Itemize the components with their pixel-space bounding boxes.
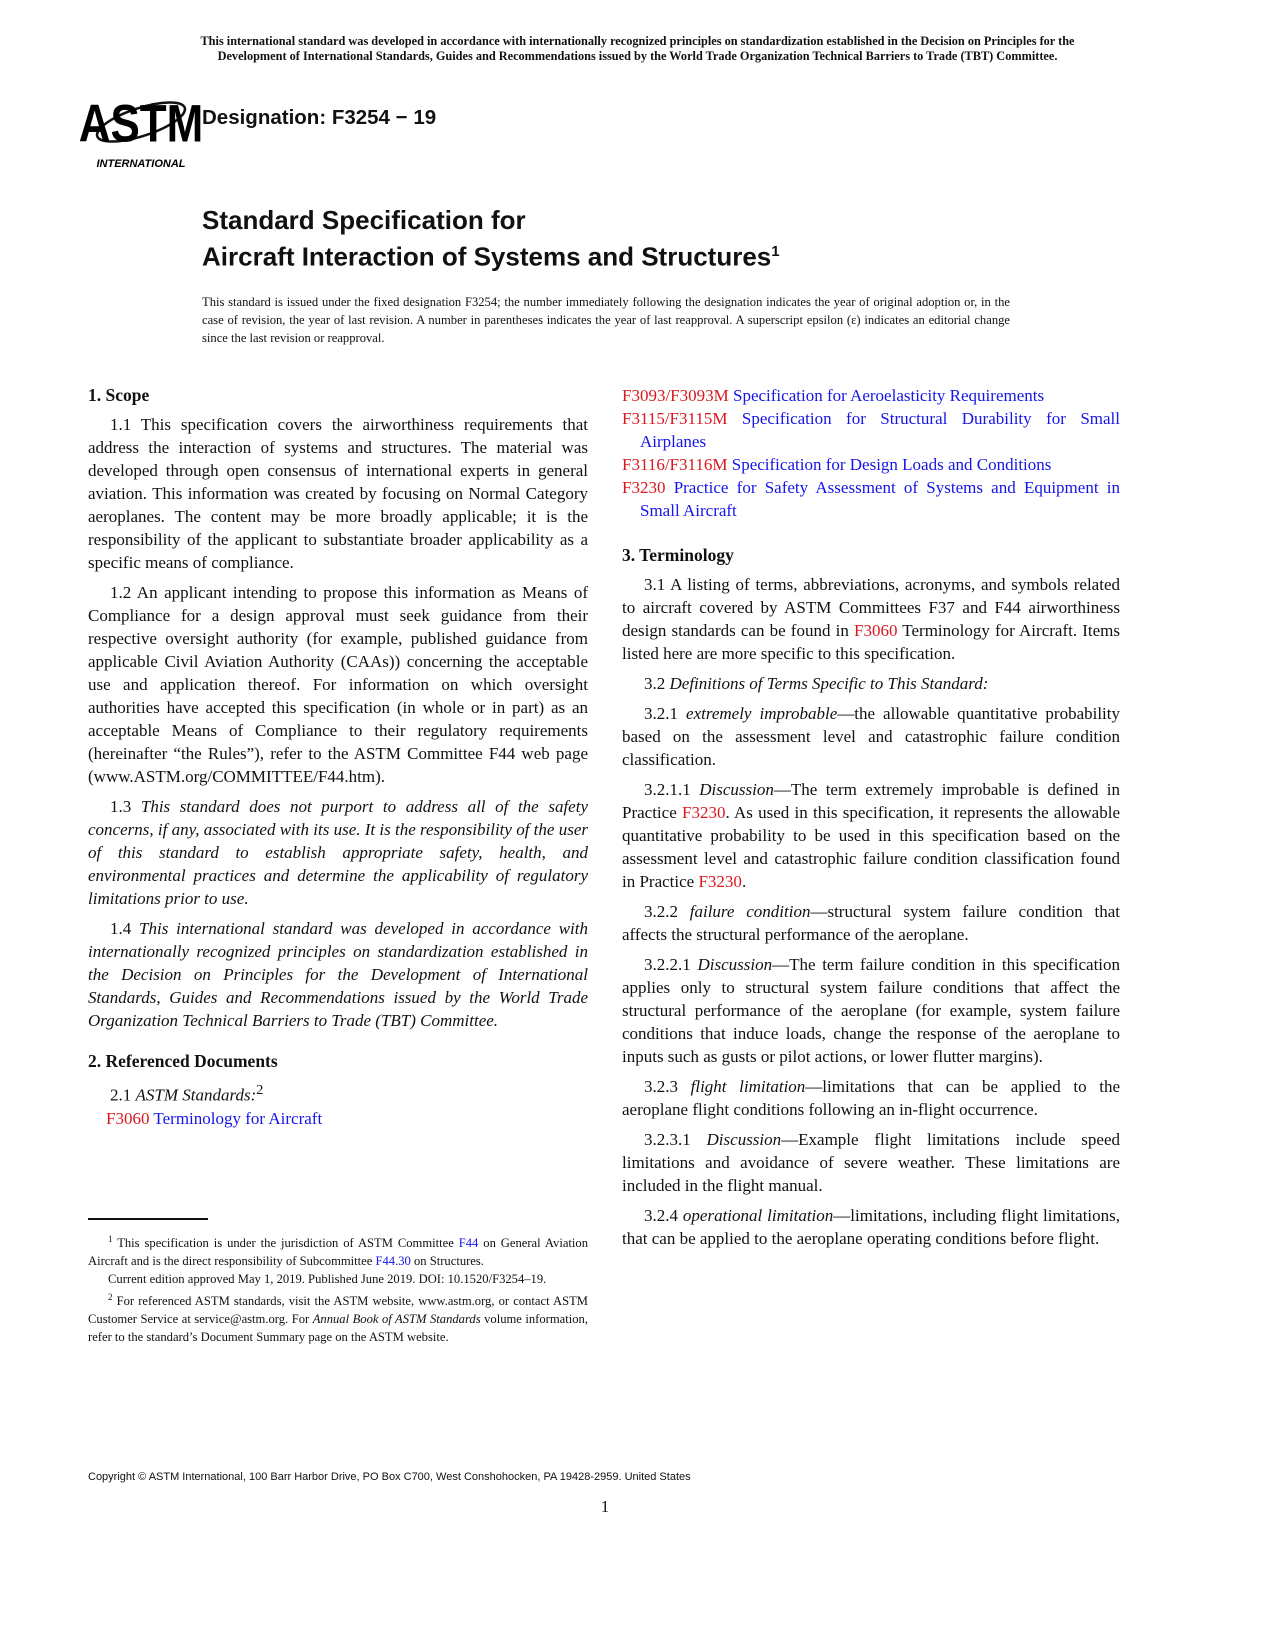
text-segment: Discussion (699, 780, 774, 799)
text-segment: For referenced ASTM standards, visit the ASTM website, www.astm.org, or contact ASTM Customer Service at service@astm.org. For (88, 1294, 588, 1327)
text-segment: 3.2.4 (644, 1206, 683, 1225)
text-segment: 3.2.1 (644, 704, 687, 723)
text-segment: 1.4 (110, 919, 140, 938)
paragraph-3-1 (622, 573, 1120, 665)
title-line (202, 236, 780, 273)
text-segment: —the allowable quantitative probability based on the assessment level and catastrophic failure condition classification. (622, 704, 1121, 769)
footnote-ref[interactable]: 2 (256, 1082, 264, 1098)
footnote-2 (88, 1288, 588, 1346)
text-segment: —The term failure condition in this specification applies only to structural system failure conditions that affect the structural performance of the aeroplane (for example, system failure conditions that induce loads, change the response of the aeroplane to inputs such as gusts or pilot actions, or lower flutter margins). (622, 955, 1121, 1066)
text-segment: operational limitation (682, 1206, 834, 1225)
svg-text:INTERNATIONAL: INTERNATIONAL (96, 158, 186, 170)
title-line: Standard Specification for (202, 205, 526, 235)
text-segment: This international standard was developed in accordance with internationally recognized principles on standardization established in the Decision on Principles for the Development of International Standards, Guides and Recommendations issued by the World Trade Organization Technical Barriers to Trade (TBT) Committee. (88, 919, 588, 1030)
svg-text:ASTM: ASTM (78, 94, 204, 154)
text-segment: This specification is under the jurisdiction of ASTM Committee (112, 1236, 459, 1251)
paragraph-3-2-1-1 (622, 778, 1120, 893)
right-column (622, 384, 1120, 1257)
paragraph-1-3 (88, 795, 588, 910)
left-column (88, 384, 588, 1130)
issuance-note: This standard is issued under the fixed designation F3254; the number immediately following the designation indicates the year of original adoption or, in the case of revision, the year of last revision. A number in parentheses indicates the year of last reapproval. A superscript epsilon (ε) indicates an editorial change since the last revision or reapproval. (202, 295, 1010, 345)
text-segment: . (741, 872, 747, 891)
text-segment: Definitions of Terms Specific to This Standard: (669, 674, 989, 693)
text-segment: —structural system failure condition that affects the structural performance of the aeroplane. (622, 902, 1120, 944)
text-segment: Discussion (697, 955, 773, 974)
paragraph-1-2 (88, 581, 588, 788)
tbt-notice (80, 34, 1195, 64)
reference-f3115[interactable] (622, 407, 1120, 453)
section-heading-terminology: 3. Terminology (622, 545, 734, 565)
paragraph-3-2 (622, 672, 1120, 695)
reference-link[interactable]: F44.30 (375, 1254, 411, 1269)
text-segment: on General Aviation Aircraft and is the direct responsibility of Subcommittee (88, 1236, 588, 1269)
text-segment: Terminology for Aircraft. Items listed here are more specific to this specification. (622, 621, 1120, 663)
text-segment: 3.2.3.1 (644, 1130, 707, 1149)
reference-link[interactable]: F44 (458, 1236, 479, 1251)
reference-link[interactable]: Practice for Safety Assessment of Systems and Equipment in Small Aircraft (640, 478, 1120, 520)
copyright: Copyright © ASTM International, 100 Barr Harbor Drive, PO Box C700, West Conshohocken, PA 19428-2959. United States (88, 1471, 691, 1483)
reference-link[interactable]: Specification for Design Loads and Conditions (727, 455, 1052, 474)
text-segment: 3.1 A listing of terms, abbreviations, acronyms, and symbols related to aircraft covered by ASTM Committees F37 and F44 airworthiness design standards can be found in (622, 575, 1120, 640)
reference-link[interactable]: Specification for Structural Durability for Small Airplanes (640, 409, 1120, 451)
paragraph-3-2-1 (622, 702, 1120, 771)
text-segment: 1.2 An applicant intending to propose this information as Means of Compliance for a design approval must seek guidance from their respective oversight authority (for example, published guidance from applicable Civil Aviation Authority (CAAs)) concerning the acceptable use and application thereof. For information on which oversight authorities have accepted this specification (in whole or in part) as an acceptable Means of Compliance to their regulatory requirements (hereinafter “the Rules”), refer to the ASTM Committee F44 web page (www.ASTM.org/COMMITTEE/F44.htm). (88, 583, 588, 786)
text-segment: . As used in this specification, it represents the allowable quantitative probability to be used in this specification based on the assessment level and catastrophic failure condition classification found in Practice (622, 803, 1120, 891)
reference-link[interactable]: F3093/F3093M (622, 386, 729, 405)
text-segment: —limitations, including flight limitations, that can be applied to the aeroplane operating conditions before flight. (622, 1206, 1121, 1248)
paragraph-3-2-2-1 (622, 953, 1120, 1068)
paragraph-3-2-3 (622, 1075, 1120, 1121)
footnote-ref[interactable]: 2 (108, 1292, 113, 1303)
title-text: Aircraft Interaction of Systems and Structures (202, 241, 772, 272)
reference-f3116[interactable] (622, 453, 1120, 476)
text-segment: 1.1 This specification covers the airworthiness requirements that address the interaction of systems and structures. The material was developed through open consensus of international experts in general aviation. This information was created by focusing on Normal Category aeroplanes. The content may be more broadly applicable; it is the responsibility of the applicant to substantiate broader applicability as a specific means of compliance. (88, 415, 588, 572)
text-segment: ASTM Standards: (135, 1085, 257, 1105)
paragraph-1-4 (88, 917, 588, 1032)
text-segment: 1.3 (110, 797, 141, 816)
text-segment: 3.2.2.1 (644, 955, 698, 974)
paragraph-3-2-2 (622, 900, 1120, 946)
reference-link[interactable]: F3115/F3115M (622, 409, 728, 428)
text-segment: 3.2.2 (644, 902, 690, 921)
footnote-edition (88, 1270, 588, 1288)
text-segment: —The term extremely improbable is defined in Practice (622, 780, 1121, 822)
astm-logo-icon (78, 84, 204, 170)
reference-link[interactable]: Terminology for Aircraft (149, 1108, 323, 1128)
text-segment: This standard does not purport to address all of the safety concerns, if any, associated with its use. It is the responsibility of the user of this standard to establish appropriate safety, health, and environmental practices and determine the applicability of regulatory limitations prior to use. (88, 797, 588, 908)
section-heading-referenced-documents: 2. Referenced Documents (88, 1051, 278, 1071)
reference-link[interactable]: F3230 (698, 872, 742, 891)
section-heading-scope: 1. Scope (88, 385, 150, 405)
reference-f3230[interactable] (622, 476, 1120, 522)
footnotes (88, 1230, 588, 1346)
title-footnote-ref[interactable]: 1 (771, 243, 780, 260)
reference-link[interactable]: Specification for Aeroelasticity Requirements (728, 386, 1045, 405)
text-segment: flight limitation (690, 1077, 806, 1096)
footnote-1 (88, 1230, 588, 1270)
footnote-divider (88, 1218, 208, 1220)
reference-link[interactable]: F3230 (622, 478, 666, 497)
text-segment: Current edition approved May 1, 2019. Published June 2019. DOI: 10.1520/F3254–19. (108, 1272, 547, 1287)
paragraph-3-2-4 (622, 1204, 1120, 1250)
reference-f3093[interactable] (622, 384, 1120, 407)
page-number: 1 (600, 1497, 610, 1516)
paragraph-3-2-3-1 (622, 1128, 1120, 1197)
footnote-ref[interactable]: 1 (108, 1234, 113, 1244)
reference-link[interactable]: F3060 (106, 1108, 150, 1128)
notice-line: This international standard was developed in accordance with internationally recognized principles on standardization established in the Decision on Principles for the (200, 34, 1075, 48)
reference-f3060[interactable] (88, 1107, 588, 1130)
notice-line: Development of International Standards, Guides and Recommendations issued by the World Trade Organization Technical Barriers to Trade (TBT) Committee. (217, 49, 1058, 63)
text-segment: Annual Book of ASTM Standards (312, 1312, 481, 1327)
paragraph-2-1 (88, 1079, 588, 1107)
text-segment: 3.2.3 (644, 1077, 691, 1096)
text-segment: 3.2 (644, 674, 670, 693)
text-segment: 3.2.1.1 (644, 780, 700, 799)
text-segment: —Example flight limitations include speed limitations and avoidance of severe weather. These limitations are included in the flight manual. (622, 1130, 1120, 1195)
designation: Designation: F3254 − 19 (202, 106, 437, 129)
text-segment: failure condition (689, 902, 811, 921)
text-segment: on Structures. (410, 1254, 484, 1269)
text-segment: —limitations that can be applied to the aeroplane flight conditions following an in-flight occurrence. (622, 1077, 1120, 1119)
text-segment: volume information, refer to the standard’s Document Summary page on the ASTM website. (88, 1312, 588, 1345)
reference-link[interactable]: F3116/F3116M (622, 455, 728, 474)
paragraph-1-1 (88, 413, 588, 574)
text-segment: 2.1 (110, 1085, 136, 1105)
reference-link[interactable]: F3060 (853, 621, 898, 640)
text-segment: Discussion (706, 1130, 782, 1149)
document-title (202, 205, 780, 273)
text-segment: extremely improbable (686, 704, 838, 723)
reference-link[interactable]: F3230 (681, 803, 726, 822)
